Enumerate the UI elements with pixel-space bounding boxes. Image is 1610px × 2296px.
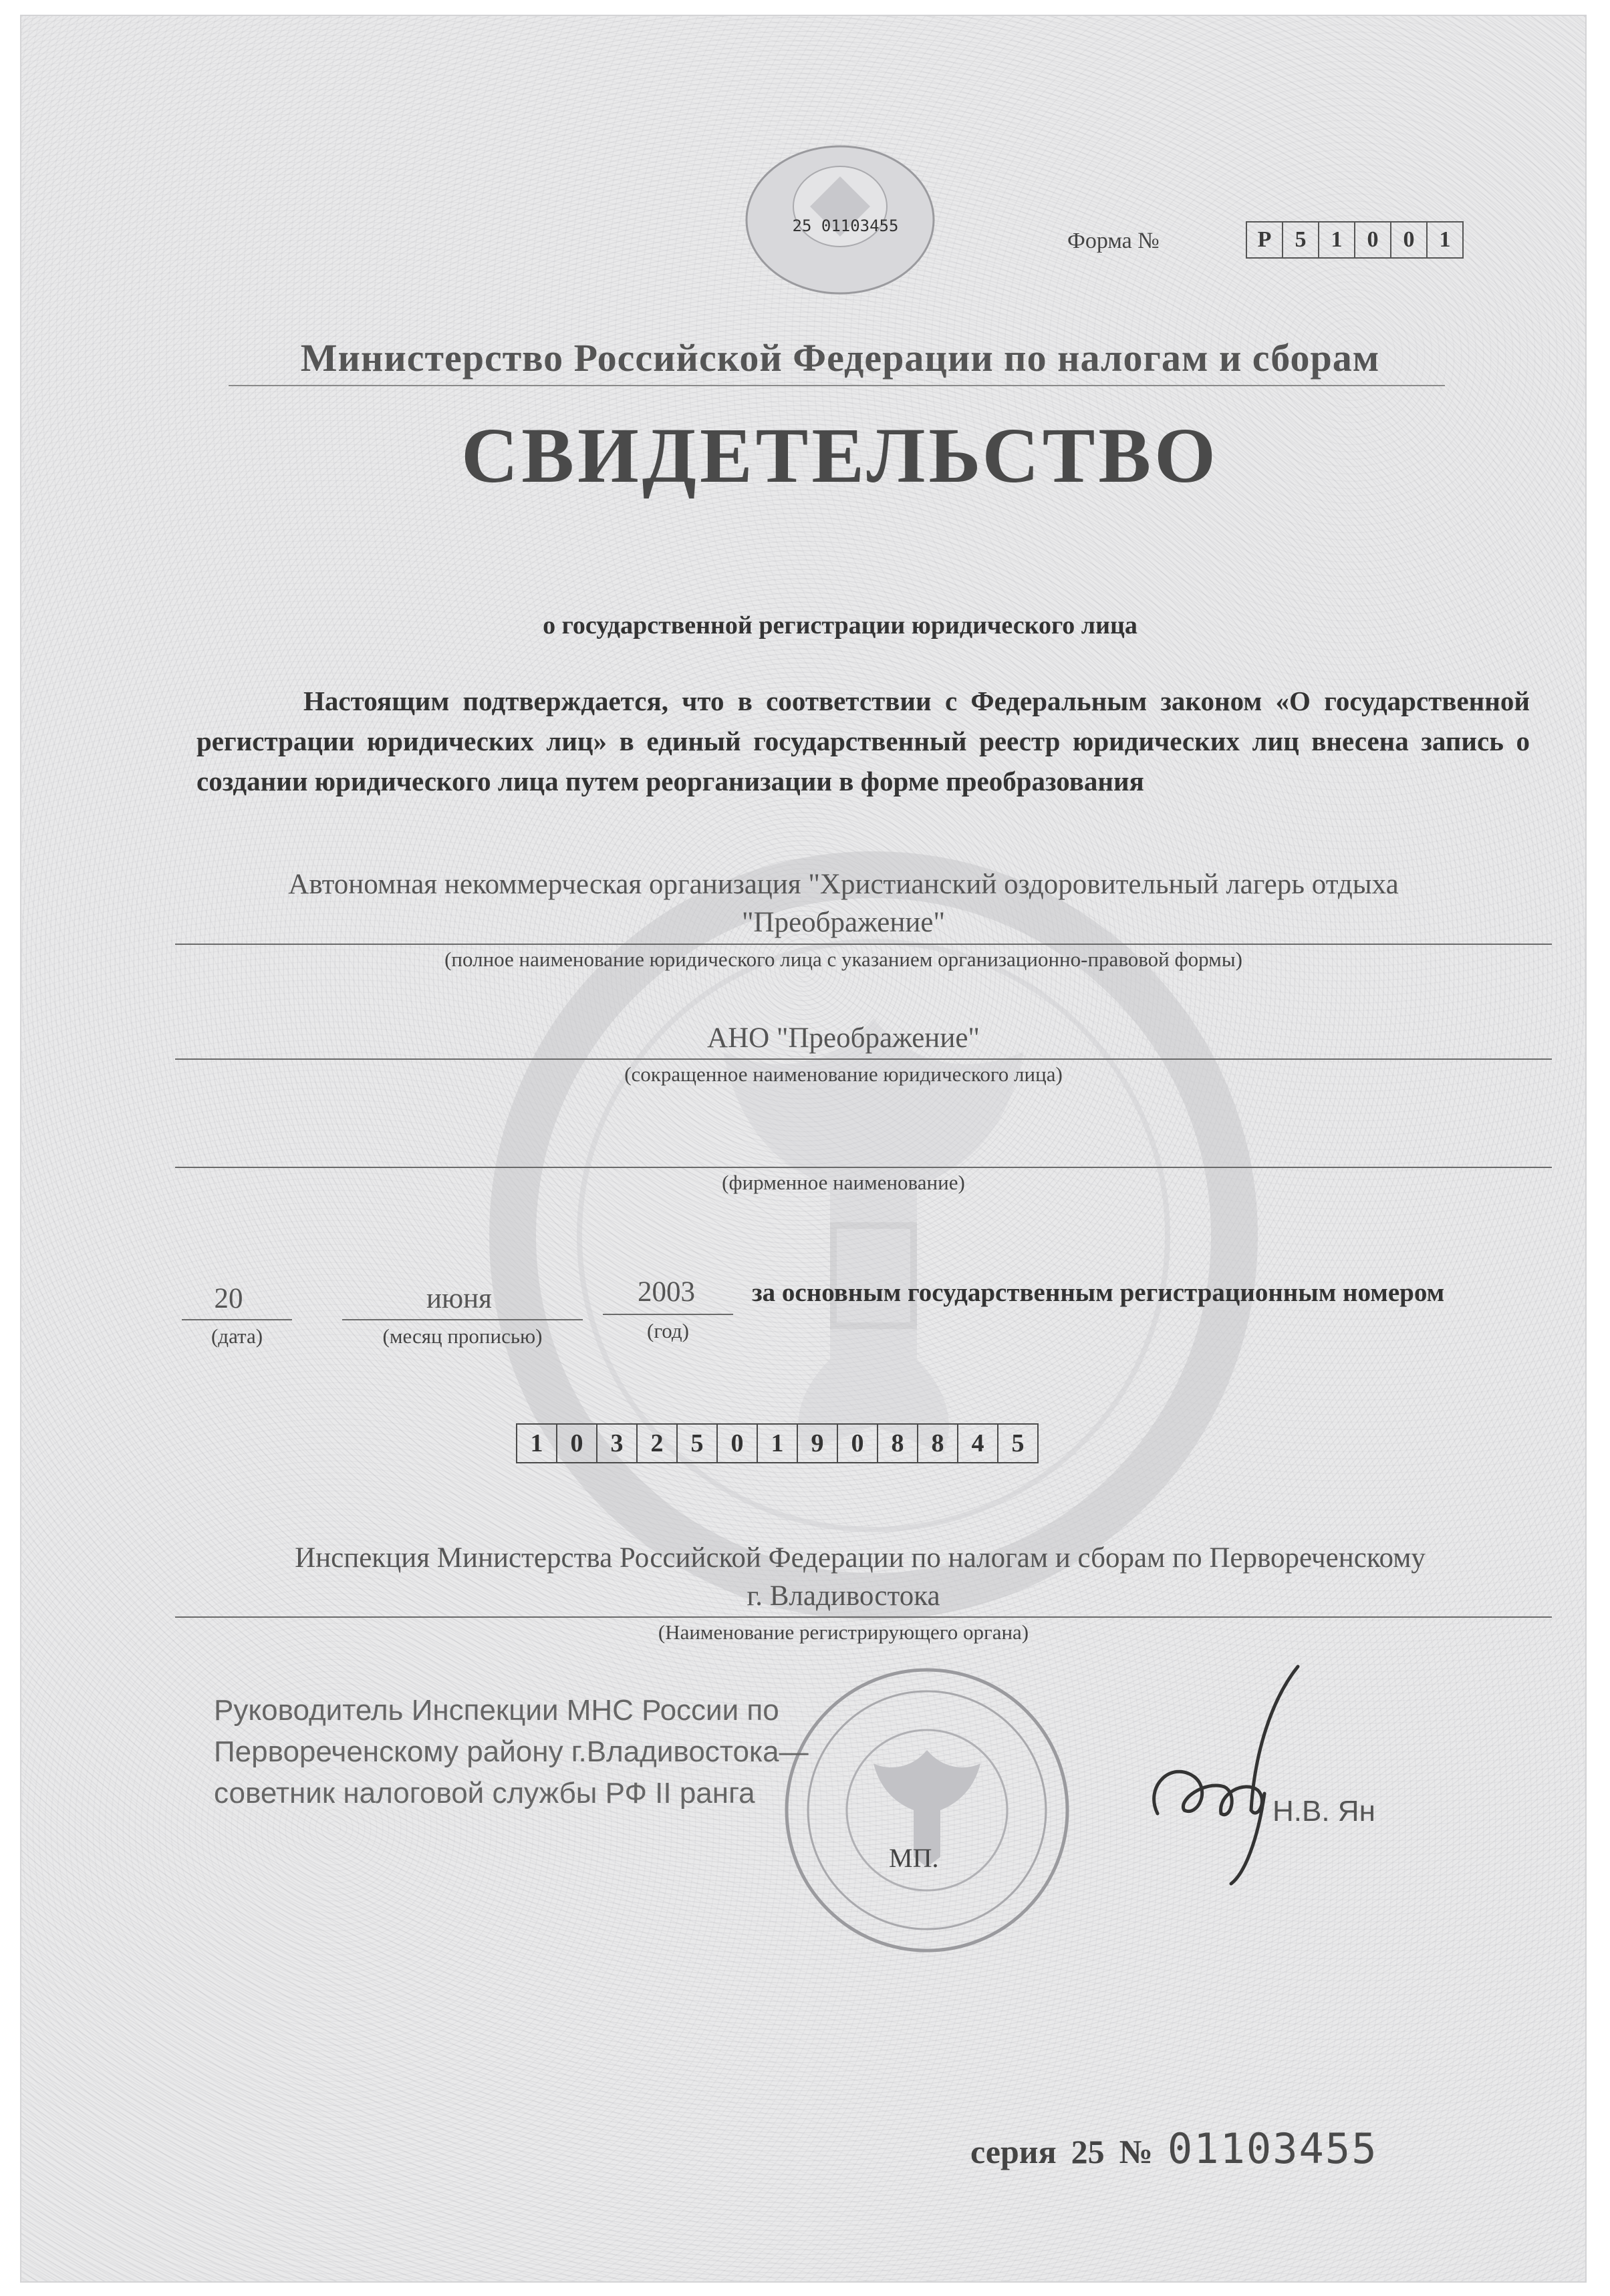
brand-name-underline <box>175 1167 1552 1168</box>
date-year: 2003 <box>638 1276 695 1308</box>
ministry-underline <box>229 385 1445 386</box>
head-title-line1: Руководитель Инспекции МНС России по <box>214 1694 779 1727</box>
form-code-char: 5 <box>1283 223 1319 257</box>
ogrn-digit: 9 <box>798 1425 838 1462</box>
form-code-char: 1 <box>1319 223 1355 257</box>
document-title: СВИДЕТЕЛЬСТВО <box>461 412 1219 499</box>
ogrn-digit: 3 <box>597 1425 638 1462</box>
form-code-char: 1 <box>1439 227 1451 252</box>
document-subtitle: о государственной регистрации юридического лица <box>543 611 1137 639</box>
date-year-underline <box>603 1314 733 1315</box>
date-day-caption: (дата) <box>211 1324 263 1348</box>
full-name-line2: "Преображение" <box>741 907 946 938</box>
certification-text: Настоящим подтверждается, что в соответствии с Федеральным законом «О государственной регистрации юридических лиц» в единый государственный реестр юридических лиц внесена запись о создании юридического лица путем реорганизации в форме преобразования <box>196 686 1530 797</box>
stamp-mark: МП. <box>889 1843 939 1873</box>
ogrn-digit: 1 <box>517 1425 557 1462</box>
authority-line1: Инспекция Министерства Российской Федерации по налогам и сборам по Первореченскому <box>295 1542 1426 1574</box>
head-title-block <box>214 1690 809 1814</box>
ogrn-digit: 4 <box>958 1425 998 1462</box>
series-label: серия <box>970 2133 1057 2170</box>
ogrn-digit: 2 <box>638 1425 678 1462</box>
head-title-line3: советник налоговой службы РФ II ранга <box>214 1777 755 1810</box>
hologram-number: 25 01103455 <box>792 217 899 235</box>
date-month-caption: (месяц прописью) <box>382 1324 543 1348</box>
form-code-char: Р <box>1247 223 1283 257</box>
ogrn-digit: 0 <box>838 1425 878 1462</box>
form-label: Форма № <box>1067 229 1160 253</box>
series-number <box>970 2124 1378 2173</box>
ogrn-digit: 1 <box>758 1425 798 1462</box>
date-day: 20 <box>214 1283 243 1314</box>
form-code-boxes <box>1246 221 1464 259</box>
ogrn-boxes <box>516 1423 1039 1463</box>
ogrn-digit: 0 <box>718 1425 758 1462</box>
number-sign: № <box>1119 2133 1153 2170</box>
date-month: июня <box>426 1283 492 1314</box>
official-seal <box>780 1663 1074 1957</box>
authority-line2: г. Владивостока <box>747 1580 940 1612</box>
ministry-name: Министерство Российской Федерации по налогам и сборам <box>300 336 1380 380</box>
short-name-value: АНО "Преображение" <box>707 1022 980 1054</box>
full-name-underline <box>175 944 1552 945</box>
full-name-caption: (полное наименование юридического лица с указанием организационно-правовой формы) <box>444 948 1242 971</box>
ogrn-digit: 8 <box>918 1425 958 1462</box>
ogrn-digit: 0 <box>557 1425 597 1462</box>
date-day-underline <box>182 1319 292 1320</box>
signer-name: Н.В. Ян <box>1272 1795 1375 1828</box>
certificate-number: 01103455 <box>1167 2124 1378 2173</box>
handwritten-signature <box>1131 1646 1331 1894</box>
ogrn-digit: 5 <box>678 1425 718 1462</box>
authority-caption: (Наименование регистрирующего органа) <box>658 1620 1029 1644</box>
date-month-underline <box>342 1319 583 1320</box>
ogrn-label: за основным государственным регистрационным номером <box>752 1278 1445 1307</box>
date-year-caption: (год) <box>647 1319 689 1342</box>
series-code: 25 <box>1071 2133 1105 2170</box>
form-code-char: 0 <box>1391 223 1428 257</box>
certificate-sheet <box>20 15 1587 2283</box>
authority-underline <box>175 1616 1552 1618</box>
head-title-line2: Первореченскому району г.Владивостока— <box>214 1735 809 1768</box>
form-code-char: 0 <box>1355 223 1391 257</box>
short-name-caption: (сокращенное наименование юридического лица) <box>624 1062 1063 1086</box>
full-name-line1: Автономная некоммерческая организация "Христианский оздоровительный лагерь отдыха <box>288 869 1399 900</box>
ogrn-digit: 5 <box>1011 1429 1025 1457</box>
brand-name-caption: (фирменное наименование) <box>722 1171 965 1194</box>
ogrn-digit: 8 <box>878 1425 918 1462</box>
short-name-underline <box>175 1058 1552 1060</box>
certification-paragraph <box>196 681 1530 801</box>
